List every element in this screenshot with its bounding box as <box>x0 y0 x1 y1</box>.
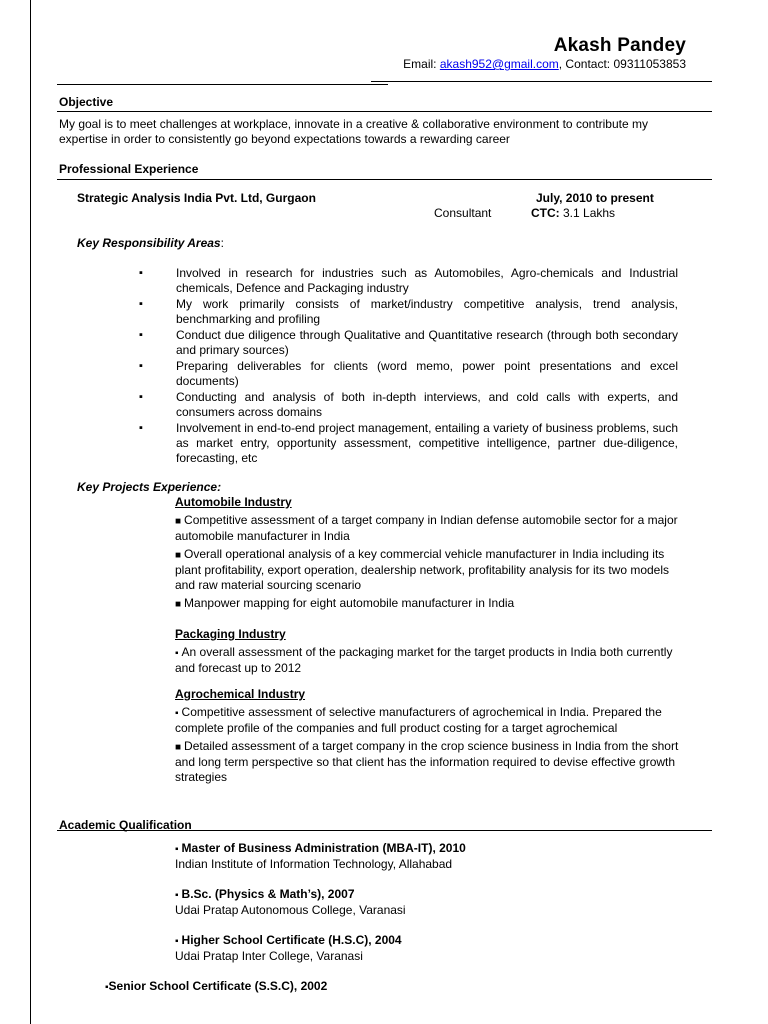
agrochemical-projects <box>175 687 680 788</box>
degree-text: Master of Business Administration (MBA-IT), 2010 <box>181 841 466 855</box>
bullet-icon: ▪ <box>175 844 179 855</box>
projects-heading: Key Projects Experience: <box>77 480 222 494</box>
bullet-icon: ▪ <box>175 708 179 719</box>
ctc <box>531 206 615 220</box>
agrochemical-title: Agrochemical Industry <box>175 687 306 701</box>
qualification-ssc <box>105 979 327 993</box>
kra-heading-colon: : <box>220 236 224 250</box>
bullet-icon: ■ <box>175 550 182 561</box>
project-text: Overall operational analysis of a key commercial vehicle manufacturer in India including its plant profitability, export operation, dealership network, profitability analysis for its two models and raw material sourcing scenario <box>175 547 670 592</box>
qualification-degree <box>175 841 466 857</box>
packaging-title: Packaging Industry <box>175 627 286 641</box>
list-item <box>175 596 680 612</box>
project-text: Competitive assessment of selective manufacturers of agrochemical in India. Prepared the complete profile of the companies and full product costing for a target agrochemical <box>175 705 662 735</box>
bullet-icon: ■ <box>175 742 182 753</box>
phone-number: 09311053853 <box>613 57 686 71</box>
objective-heading: Objective <box>59 95 114 109</box>
list-item: ▪ My work primarily consists of market/industry competitive analysis, trend analysis, benchmarking and profiling <box>159 297 678 327</box>
list-item: ▪ Conduct due diligence through Qualitative and Quantitative research (through both secondary and primary sources) <box>159 328 678 358</box>
employment-period: July, 2010 to present <box>536 191 654 205</box>
job-role: Consultant <box>434 206 492 220</box>
objective-divider <box>57 111 712 112</box>
qualification-degree <box>175 887 406 903</box>
project-text: Detailed assessment of a target company in the crop science business in India from the short and long term perspective so that client has the information required to devise effective growth strategies <box>175 739 679 784</box>
kra-heading-text: Key Responsibility Areas <box>77 236 221 250</box>
qualification-school: Indian Institute of Information Technology, Allahabad <box>175 857 453 871</box>
project-text: Competitive assessment of a target company in Indian defense automobile sector for a major automobile manufacturer in India <box>175 513 678 543</box>
degree-text: Senior School Certificate (S.S.C), 2002 <box>108 979 328 993</box>
ctc-value: 3.1 Lakhs <box>559 206 616 220</box>
degree-text: Higher School Certificate (H.S.C), 2004 <box>181 933 402 947</box>
kra-heading <box>77 236 224 250</box>
list-item <box>175 513 680 544</box>
bullet-icon: ▪ <box>175 936 179 947</box>
qualification-degree <box>175 933 402 949</box>
automobile-projects <box>175 495 680 615</box>
bullet-icon: ▪ <box>175 648 179 659</box>
bullet-icon: ▪ <box>105 982 109 993</box>
packaging-projects <box>175 627 680 679</box>
bullet-icon: ■ <box>175 516 182 527</box>
qualification-mba <box>175 841 466 872</box>
academic-heading: Academic Qualification <box>59 818 192 832</box>
header-divider-left <box>57 84 388 85</box>
project-text: Manpower mapping for eight automobile manufacturer in India <box>184 596 515 610</box>
qualification-school: Udai Pratap Inter College, Varanasi <box>175 949 363 963</box>
academic-divider <box>57 830 712 831</box>
responsibility-list <box>159 266 678 467</box>
project-text: An overall assessment of the packaging market for the target products in India both currently and forecast up to 2012 <box>175 645 673 675</box>
contact-line <box>403 57 686 71</box>
list-item: ▪ Conducting and analysis of both in-depth interviews, and cold calls with experts, and consumers across domains <box>159 390 678 420</box>
bullet-icon: ■ <box>175 599 182 610</box>
email-link[interactable]: akash952@gmail.com <box>439 57 559 71</box>
experience-heading: Professional Experience <box>59 162 199 176</box>
list-item: ▪ Preparing deliverables for clients (word memo, power point presentations and excel documents) <box>159 359 678 389</box>
list-item <box>175 645 680 676</box>
list-item <box>175 547 680 593</box>
list-item <box>175 705 680 736</box>
list-item: ▪ Involvement in end-to-end project management, entailing a variety of business problems, such as market entry, opportunity assessment, competitive intelligence, partner due-diligence, forecasting, etc <box>159 421 678 466</box>
degree-text: B.Sc. (Physics & Math’s), 2007 <box>181 887 355 901</box>
qualification-school: Udai Pratap Autonomous College, Varanasi <box>175 903 406 917</box>
candidate-name: Akash Pandey <box>553 35 686 56</box>
header-divider-right <box>371 81 712 82</box>
qualification-hsc <box>175 933 402 964</box>
email-label: Email: <box>403 57 440 71</box>
automobile-title: Automobile Industry <box>175 495 292 509</box>
list-item <box>175 739 680 785</box>
contact-label: , Contact: <box>558 57 614 71</box>
experience-divider <box>57 179 712 180</box>
ctc-label: CTC: <box>531 206 560 220</box>
company-name: Strategic Analysis India Pvt. Ltd, Gurgaon <box>77 191 316 205</box>
objective-text: My goal is to meet challenges at workplace, innovate in a creative & collaborative environment to contribute my expertise in order to consistently go beyond expectations towards a rewarding career <box>59 117 648 146</box>
resume-page <box>30 0 768 1024</box>
list-item: ▪ Involved in research for industries such as Automobiles, Agro-chemicals and Industrial chemicals, Defence and Packaging industry <box>159 266 678 296</box>
bullet-icon: ▪ <box>175 890 179 901</box>
qualification-bsc <box>175 887 406 918</box>
